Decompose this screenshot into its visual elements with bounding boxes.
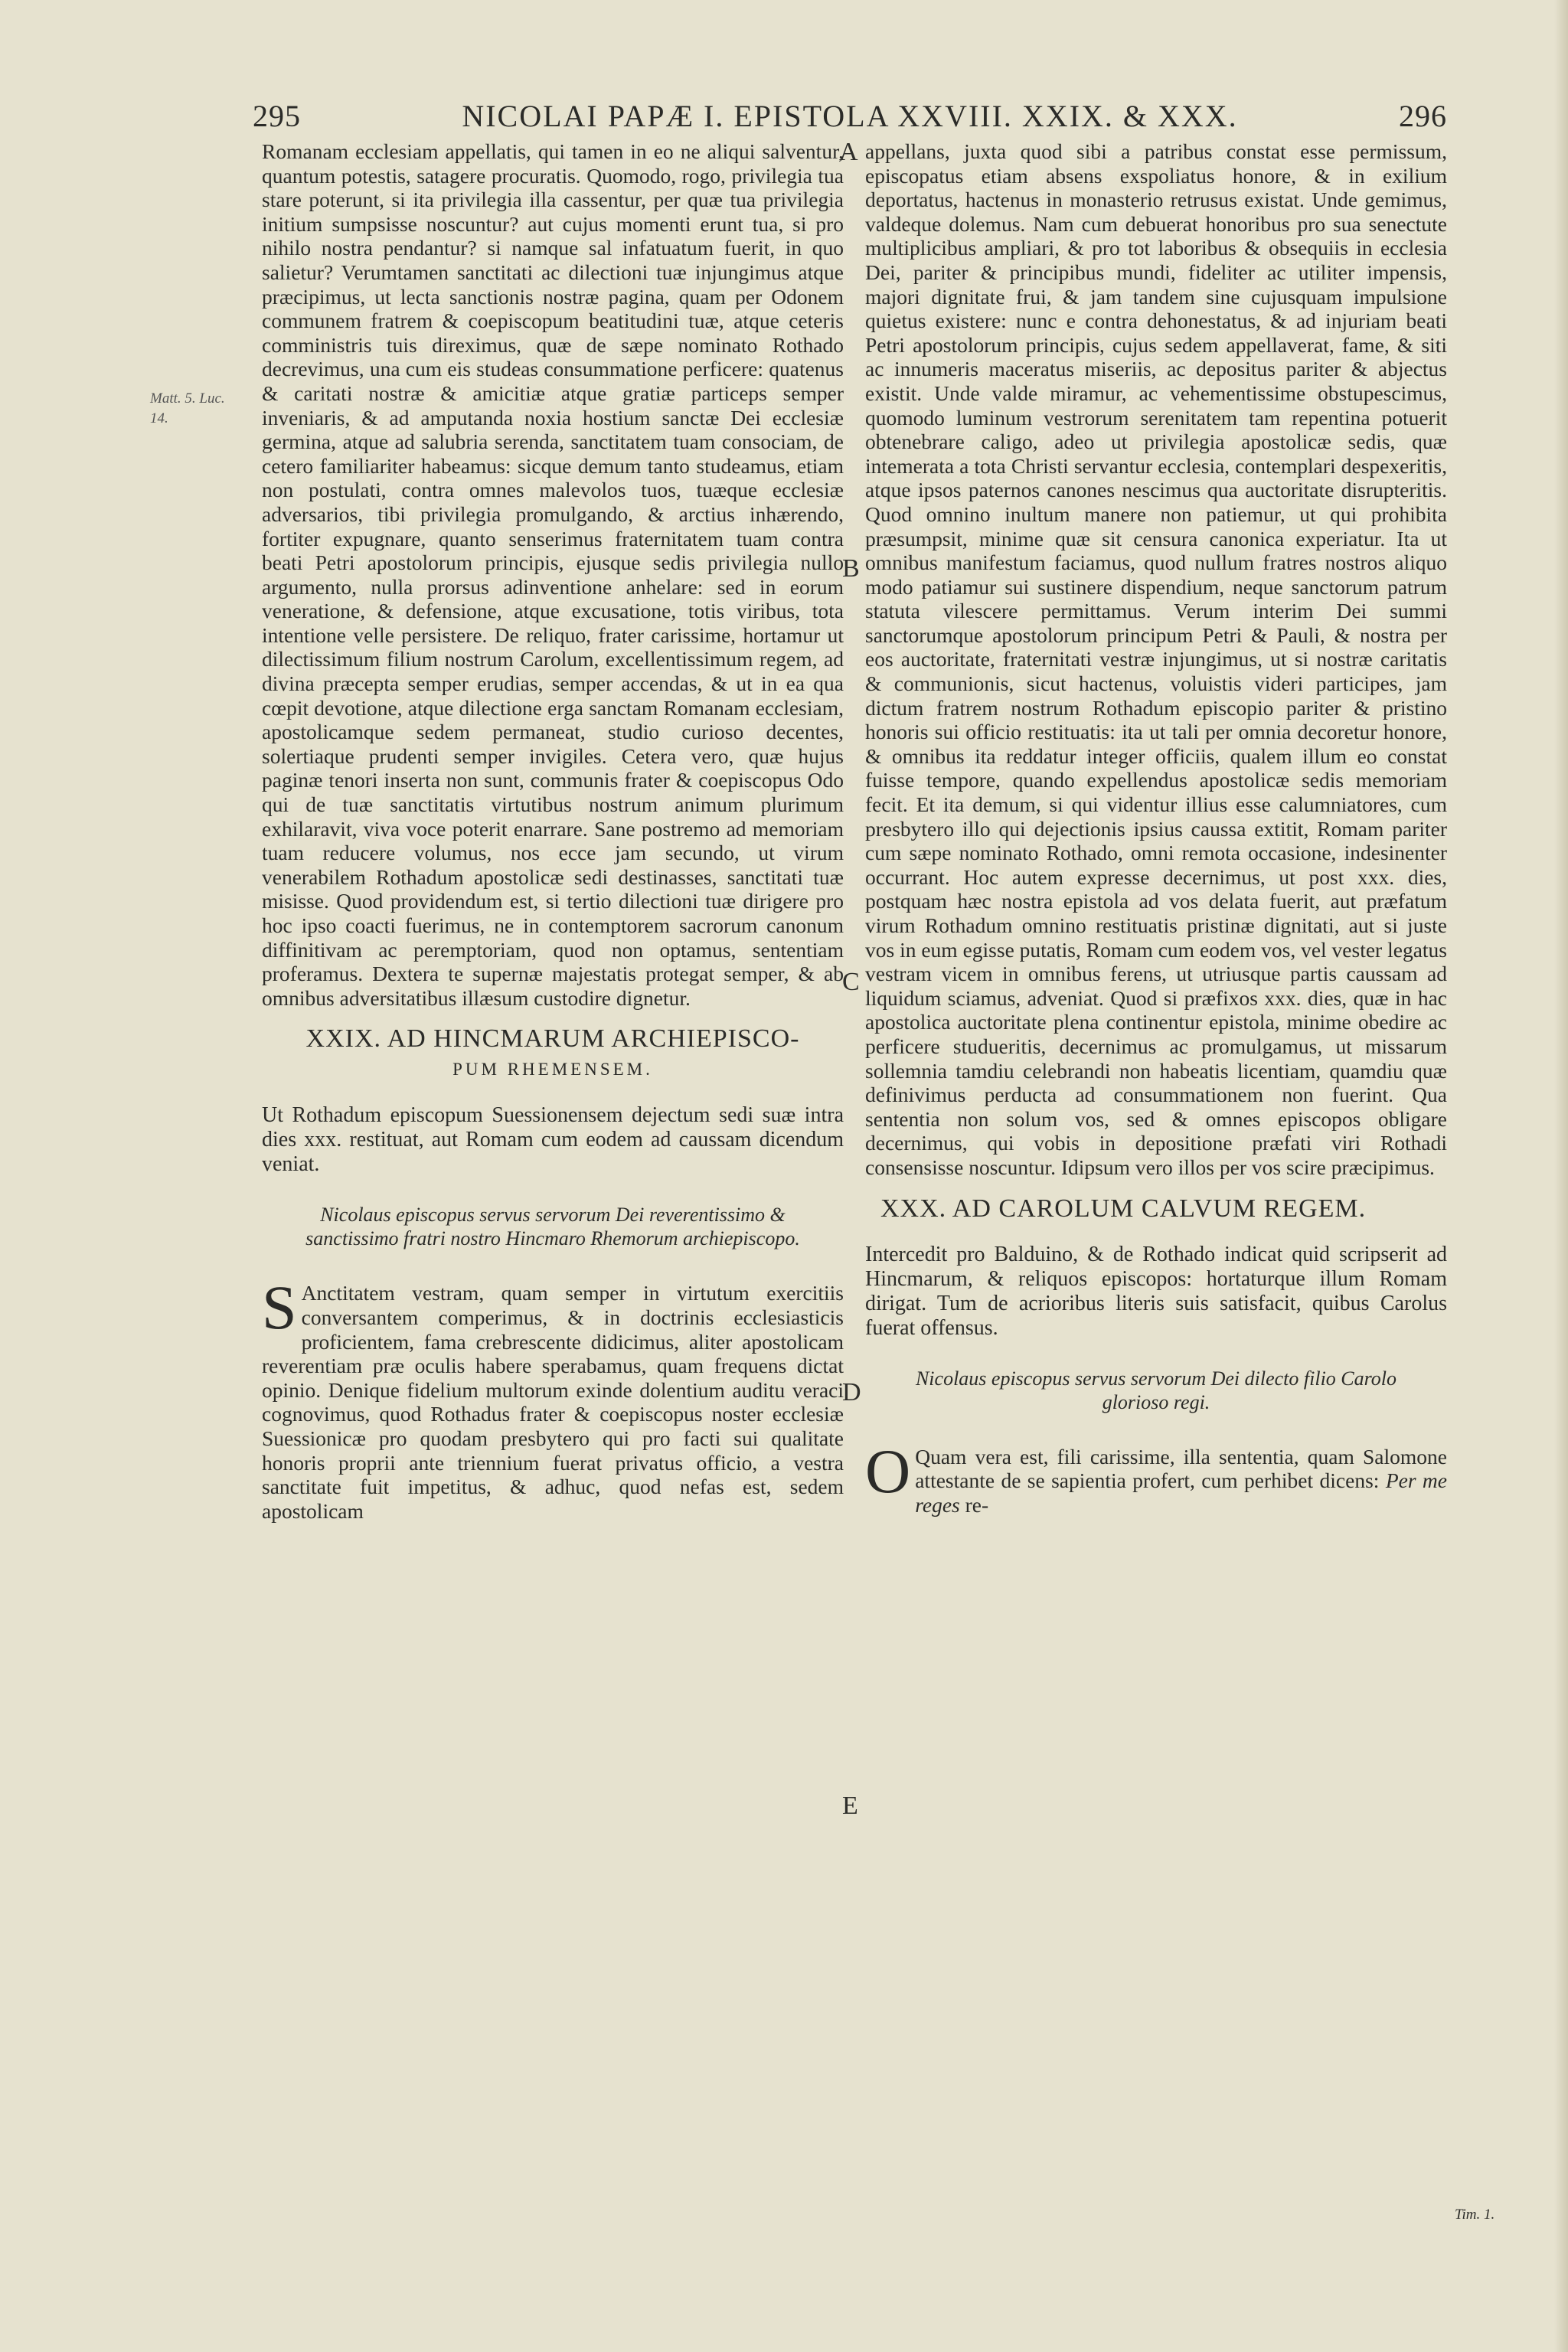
left-column [262, 139, 844, 1523]
epistle-28-text: Romanam ecclesiam appellatis, qui tamen in eo ne aliqui salventur, quantum potestis, satagere procuratis. Quomodo, rogo, privilegia tua stare poterunt, si ita privilegia illa cassentur, per quæ tua privilegia initium sumpsisse noscuntur? aut cujus momenti erunt tua, si pro nihilo nostra pendantur? si namque sal infatuatum fuerit, in quo salietur? Verumtamen sanctitati ac dilectioni tuæ injungimus atque præcipimus, ut lecta sanctionis nostræ pagina, quam per Odonem communem fratrem & coepiscopum beatitudini tuæ, atque ceteris comministris tuis direximus, quæ de sæpe nominato Rothado decrevimus, una cum eis studeas consummatione perficere: quatenus & caritati nostræ & amicitiæ atque gratiæ particeps semper inveniaris, & ad amputanda noxia hostium sanctæ Dei ecclesiæ germina, atque ad salubria serenda, sanctitatem tuam consociam, de cetero familiariter habeamus: sicque demum tanto studeamus, etiam non postulati, contra omnes malevolos tuos, tuæque ecclesiæ adversarios, tibi privilegia promulgando, & arctius inhærendo, fortiter expugnare, quanto senserimus fraternitatem tuam contra beati Petri apostolorum principis, ejusque sedis privilegia nullo argumento, nulla prorsus adinventione anhelare: sed in eorum veneratione, & defensione, atque excusatione, totis viribus, tota intentione velle persistere. De reliquo, frater carissime, hortamur ut dilectissimum filium nostrum Carolum, excellentissimum regem, ad divina præcepta semper erudias, semper accendas, & ut in ea qua cœpit devotione, atque dilectione erga sanctam Romanam ecclesiam, apostolicamque sedem permaneat, studio curioso decentes, solertiaque prudenti semper invigiles. Cetera vero, quæ hujus paginæ tenori inserta non sunt, communis frater & coepiscopus Odo qui de tuæ sanctitatis virtutibus nostrum animum plurimum exhilaravit, viva voce poterit enarrare. Sane postremo ad memoriam tuam reducere volumus, nos ecce jam secundo, ut virum venerabilem Rothadum apostolicæ sedi destinasses, sanctitati tuæ misisse. Quod providendum est, si tertio dilectioni tuæ dirigere pro hoc ipso coacti fuerimus, ne in contemptorem sacrorum canonum diffinitivam ac peremptoriam, quod non optamus, sententiam proferamus. Dextera te supernæ majestatis protegat semper, & ab omnibus adversitatibus illæsum custodire dignetur. [262, 139, 844, 1010]
epistle-30-quote: Per me reges [915, 1468, 1447, 1517]
right-column [865, 139, 1447, 1517]
epistle-30-catchword: re- [965, 1492, 989, 1517]
epistle-30-text [865, 1436, 1447, 1517]
section-marker-b: B [842, 554, 860, 583]
section-marker-a: A [839, 138, 858, 166]
heading-sub: PUM RHEMENSEM. [452, 1060, 653, 1080]
epistle-30-heading: XXX. AD CAROLUM CALVUM REGEM. [880, 1194, 1367, 1223]
epistle-30-body-start: Quam vera est, fili carissime, illa sententia, quam Salomone attestante de se sapientia profert, cum perhibet dicens: [915, 1444, 1447, 1493]
epistle-30-summary: Intercedit pro Balduino, & de Rothado indicat quid scripserit ad Hincmarum, & reliquos episcopos: hortaturque illum Romam dirigat. Tum de acrioribus literis suis satisfacit, quibus Carolus fuerat offensus. [865, 1242, 1447, 1340]
drop-cap-o: O [865, 1436, 911, 1506]
section-marker-d: D [842, 1378, 861, 1406]
epistle-30-salutation: Nicolaus episcopus servus servorum Dei dilecto filio Carolo glorioso regi. [915, 1367, 1397, 1413]
section-marker-e: E [842, 1792, 858, 1820]
epistle-29-salutation: Nicolaus episcopus servus servorum Dei reverentissimo & sanctissimo fratri nostro Hincmaro Rhemorum archiepiscopo. [305, 1204, 800, 1250]
margin-note-right: Tim. 1. [1455, 2207, 1495, 2223]
page-number-left: 295 [253, 99, 301, 133]
drop-cap-s: S [262, 1272, 297, 1343]
epistle-29-continued: appellans, juxta quod sibi a patribus constat esse permissum, episcopatus etiam absens exspoliatus honore, & in exilium deportatus, hactenus in monasterio retrusus existat. Unde gemimus, valdeque dolemus. Nam cum debuerat honoribus pro sua senectute multiplicibus ampliari, & pro tot laboribus & obsequiis in ecclesia Dei, pariter & principibus mundi, fideliter ac utiliter impensis, majori dignitate frui, & jam tandem sine cujusquam impulsione quietus existere: nunc e contra dehonestatus, & ad injuriam beati Petri apostolorum principis, cujus sedem appellaverat, fame, & siti ac innumeris maceratus miseriis, ac depositus pariter & abjectus existit. Unde valde miramur, ac vehementissime obstupescimus, quomodo luminum vestrorum serenitatem tam repentina potuerit obtenebrare caligo, adeo ut privilegia apostolicæ sedis, quæ intemerata a tota Christi servantur ecclesia, contemplari despexeritis, atque ipsos paternos canones nescimus qua auctoritate disrupteritis. Quod omnino inultum manere non patiemur, ut qui prohibita præsumpsit, minime quæ sit censura canonica experiatur. Ita ut omnibus manifestum faciamus, quod nullum fratres nostros aliquo modo patiamur sui sustinere dispendium, neque sanctorum patrum statuta vilescere permittamus. Verum interim Dei summi sanctorumque apostolorum principum Petri & Pauli, & nostra per eos auctoritate, fraternitati vestræ injungimus, ut si nostræ caritatis & communionis, sicut hactenus, voluistis videri participes, jam dictum fratrem nostrum Rothadum episcopio pariter & pristino honoris sui officio restituatis: ita ut tali per omnia decoretur honore, & omnibus ita reddatur integer officiis, qualem illum eo constat fuisse tempore, quando expellendus apostolicæ sedis memoriam fecit. Et ita demum, si qui videntur illius esse calumniatores, cum presbytero illo qui dejectionis ipsius caussa extitit, Romam pariter cum sæpe nominato Rothado, omni remota occasione, indesinenter occurrant. Hoc autem expresse decernimus, ut post xxx. dies, postquam hæc nostra epistola ad vos delata fuerit, aut præfatum virum Rothadum omnino restituatis pristinæ dignitati, aut si juste vos in eum egisse putatis, Romam cum eodem vos, vel vester legatus vestram vicem in omnibus ferens, ut utriusque partis caussam ad liquidum sciamus, adveniat. Quod si præfixos xxx. dies, quæ in hac apostolica auctoritate plena continentur epistola, minime obedire ac perficere studueritis, decernimus ac promulgamus, ut missarum sollemnia tamdiu celebrandi non habeatis licentiam, quamdiu quæ definivimus perducta ad consummationem non fuerint. Qua sententia non solum vos, sed & omnes episcopos obligare decernimus, qui vobis in depositione præfati viri Rothadi consensisse noscuntur. Idipsum vero illos per vos scire præcipimus. [865, 139, 1447, 1179]
epistle-29-body: Anctitatem vestram, quam semper in virtutum exercitiis conversantem comperimus, & in doctrinis ecclesiasticis proficientem, fama crebrescente didicimus, aliter apostolicam reverentiam præ oculis habere sperabamus, quam frequens dictat opinio. Denique fidelium multorum exinde dolentium auditu veraci cognovimus, quod Rothadus frater & coepiscopus noster ecclesiæ Suessionicæ pro quodam presbytero qui pro facti sui qualitate honoris proprii ante triennium fuerat privatus officio, a vestra sanctitate fuit impetitus, & adhuc, quod nefas est, sedem apostolicam [262, 1281, 844, 1523]
section-marker-c: C [842, 968, 860, 996]
epistle-29-heading [262, 1024, 844, 1085]
running-title: NICOLAI PAPÆ I. EPISTOLA XXVIII. XXIX. & XXX. [462, 99, 1238, 133]
epistle-29-text [262, 1272, 844, 1523]
epistle-29-summary: Ut Rothadum episcopum Suessionensem dejectum sedi suæ intra dies xxx. restituat, aut Romam cum eodem ad caussam dicendum veniat. [262, 1103, 844, 1177]
page-number-right: 296 [1399, 99, 1447, 133]
margin-note-left: Matt. 5. Luc. 14. [150, 390, 225, 426]
heading-main: XXIX. AD HINCMARUM ARCHIEPISCO- [305, 1024, 800, 1054]
page-header [253, 98, 1447, 141]
page-edge-shadow [1554, 0, 1568, 2352]
